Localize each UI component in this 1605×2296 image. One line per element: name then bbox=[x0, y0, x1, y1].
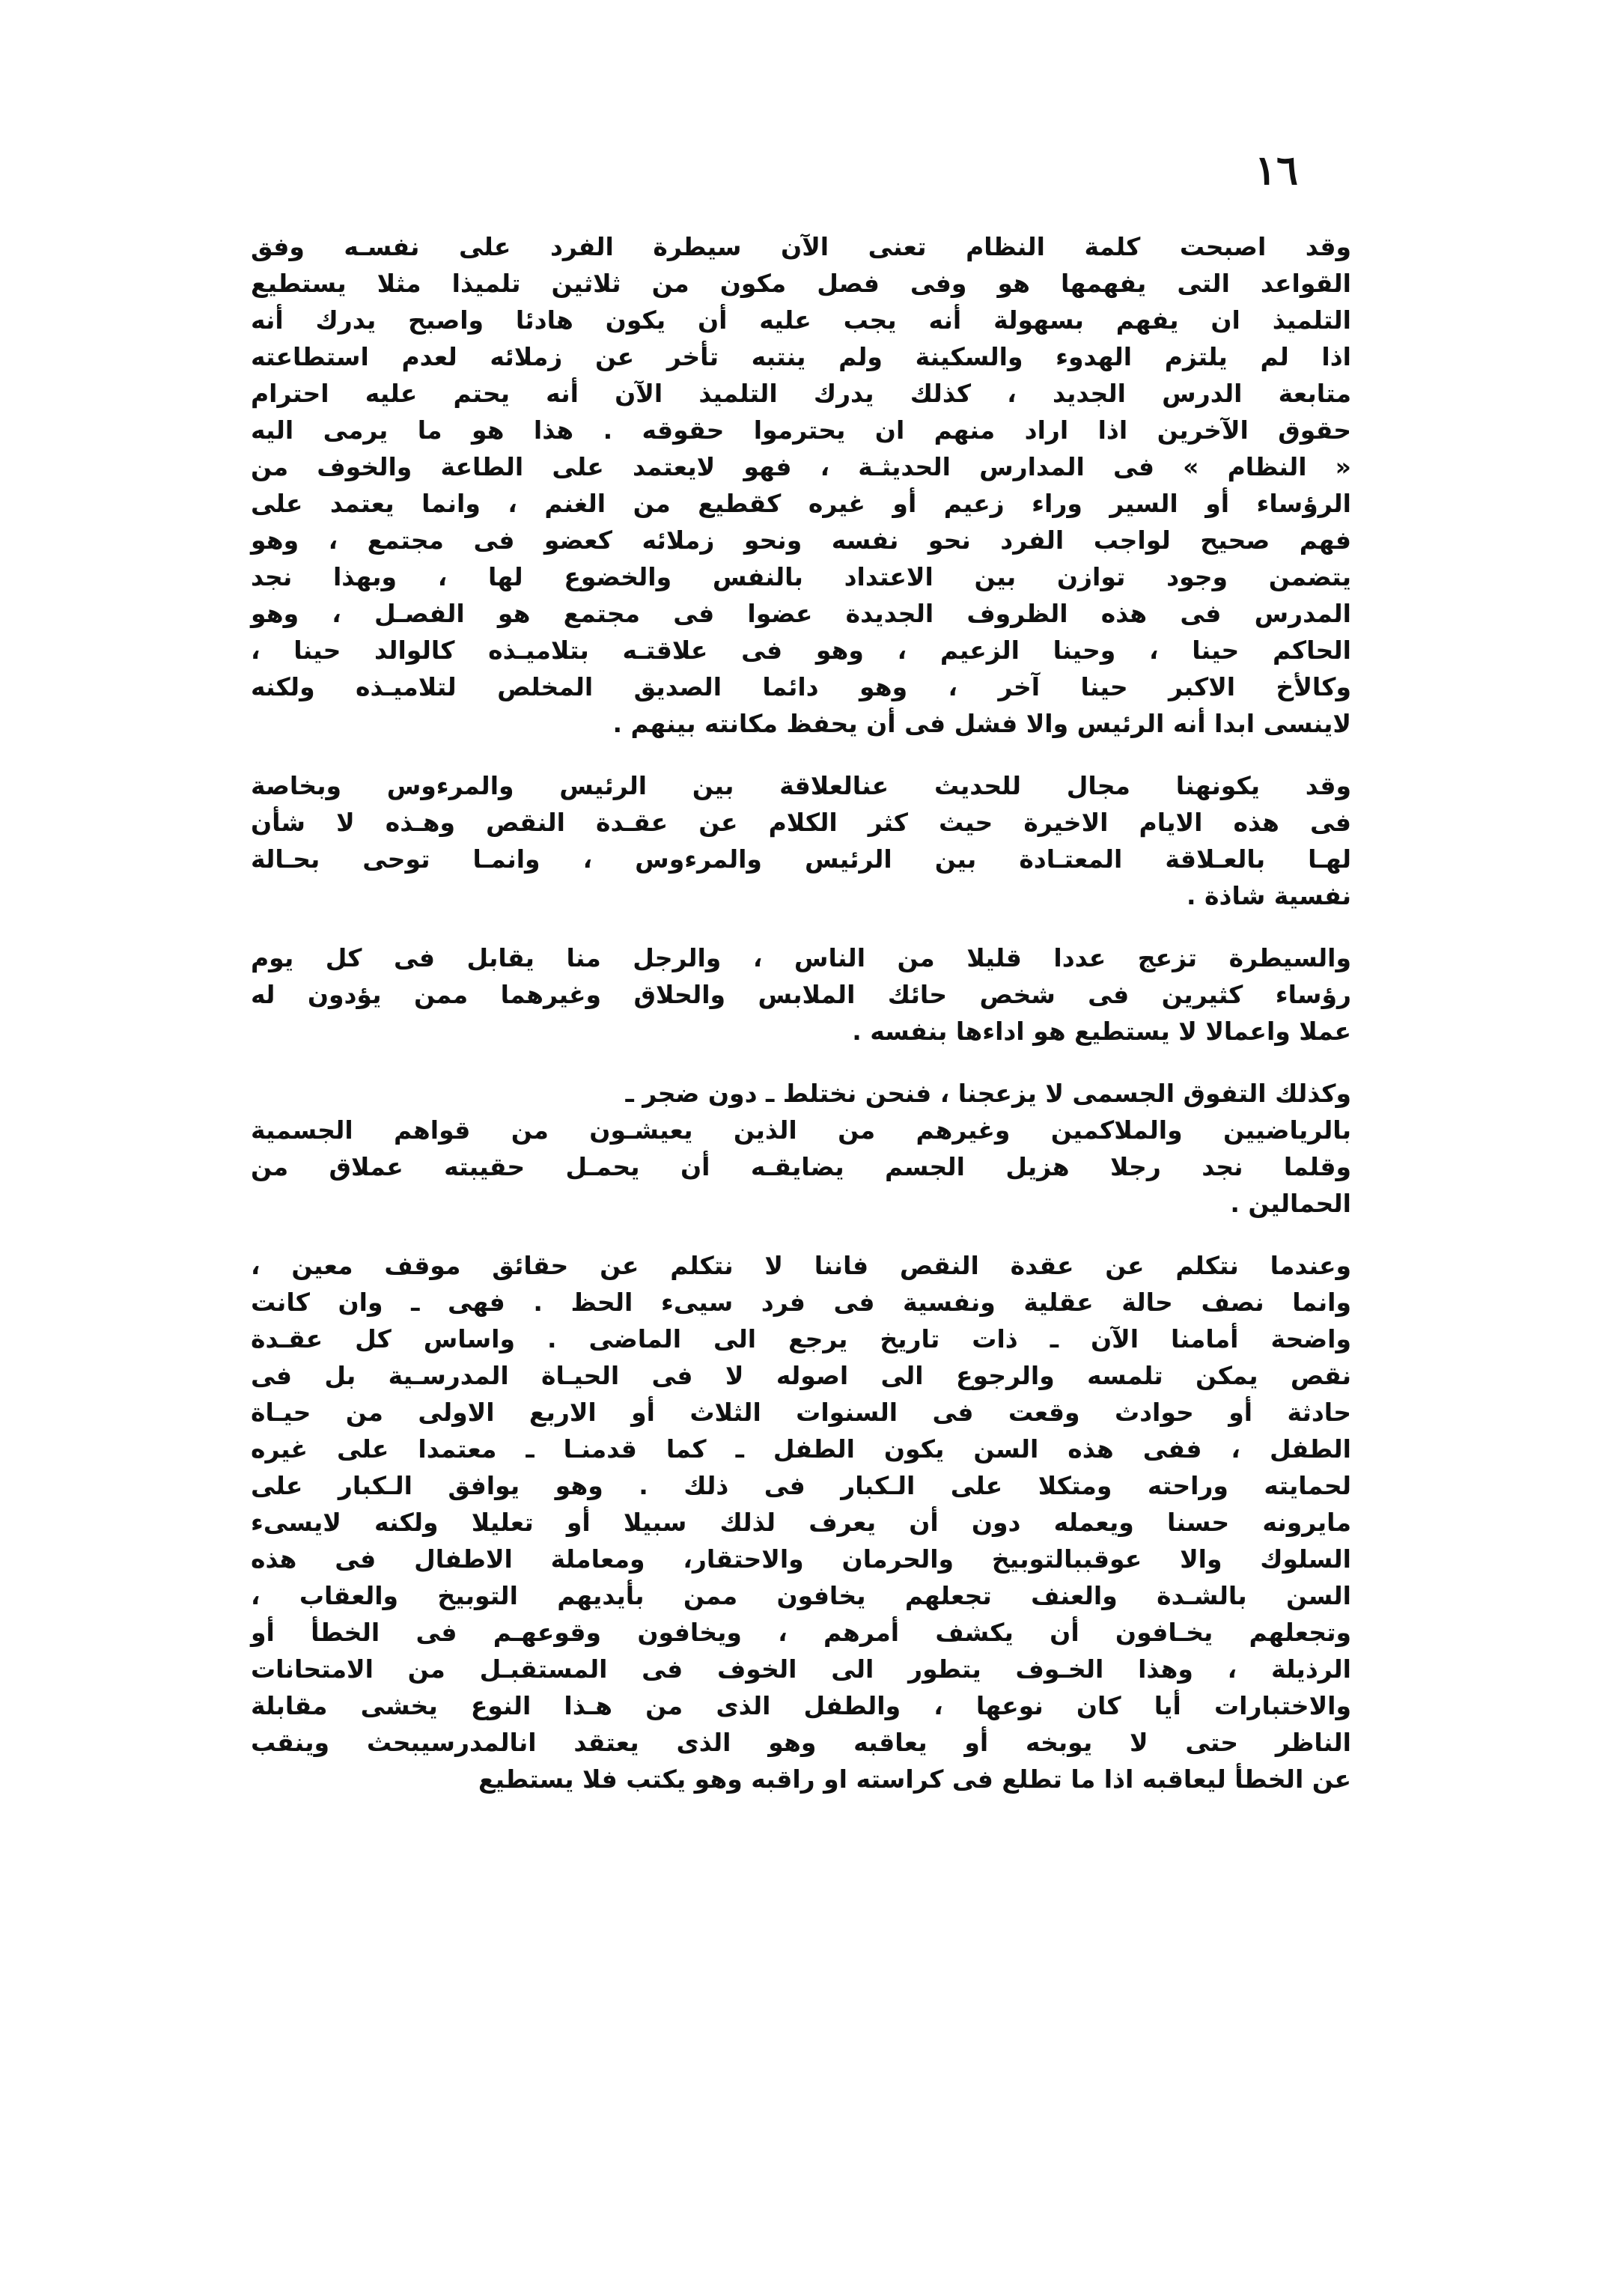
text-line: وقد يكونهنا مجال للحديث عنالعلاقة بين الرئيس والمرءوس وبخاصة bbox=[251, 771, 1351, 800]
text-line: نقص يمكن تلمسه والرجوع الى اصوله لا فى الحيـاة المدرسـية بل فى bbox=[251, 1361, 1351, 1390]
text-line: لحمايته وراحته ومتكلا على الـكبار فى ذلك . وهو يوافق الـكبار على bbox=[251, 1471, 1351, 1500]
text-line: وتجعلهم يخـافون أن يكشف أمرهم ، ويخافون وقوعهـم فى الخطأ أو bbox=[251, 1618, 1351, 1647]
text-line: القواعد التى يفهمها هو وفى فصل مكون من ثلاثين تلميذا مثلا يستطيع bbox=[251, 269, 1351, 298]
text-line: فى هذه الايام الاخيرة حيث كثر الكلام عن عقـدة النقص وهـذه لا شأن bbox=[251, 808, 1351, 837]
text-line: حادثة أو حوادث وقعت فى السنوات الثلاث أو الاربع الاولى من حيـاة bbox=[251, 1398, 1351, 1427]
paragraph bbox=[251, 1075, 1351, 1222]
text-line: المدرس فى هذه الظروف الجديدة عضوا فى مجتمع هو الفصـل ، وهو bbox=[251, 599, 1351, 628]
text-line: لهـا بالعـلاقة المعتـادة بين الرئيس والمرءوس ، وانمـا توحى بحـالة bbox=[251, 844, 1351, 874]
text-line: الطفل ، ففى هذه السن يكون الطفل ـ كما قدمنـا ـ معتمدا على غيره bbox=[251, 1434, 1351, 1464]
text-line: متابعة الدرس الجديد ، كذلك يدرك التلميذ الآن أنه يحتم عليه احترام bbox=[251, 379, 1351, 408]
text-line: وكذلك التفوق الجسمى لا يزعجنا ، فنحن نختلط ـ دون ضجر ـ bbox=[625, 1079, 1351, 1108]
text-line: وعندما نتكلم عن عقدة النقص فاننا لا نتكلم عن حقائق موقف معين ، bbox=[251, 1251, 1351, 1280]
text-line: الناظر حتى لا يوبخه أو يعاقبه وهو الذى يعتقد انالمدرسيبحث وينقب bbox=[251, 1728, 1351, 1757]
text-line: بالرياضيين والملاكمين وغيرهم من الذين يعيشـون من قواهم الجسمية bbox=[251, 1115, 1351, 1145]
paragraph bbox=[251, 1247, 1351, 1797]
page-number: ١٦ bbox=[1254, 146, 1298, 194]
text-line: وقلما نجد رجلا هزيل الجسم يضايقـه أن يحمـل حقيبته عملاق من bbox=[251, 1152, 1351, 1181]
text-line: وكالأخ الاكبر حينا آخر ، وهو دائما الصديق المخلص لتلاميـذه ولكنه bbox=[251, 672, 1351, 701]
text-line: الحمالين . bbox=[1230, 1189, 1351, 1218]
body-text bbox=[251, 228, 1351, 1797]
text-line: فهم صحيح لواجب الفرد نحو نفسه ونحو زملائه كعضو فى مجتمع ، وهو bbox=[251, 526, 1351, 555]
text-line: وانما نصف حالة عقلية ونفسية فى فرد سيىء الحظ . فهى ـ وان كانت bbox=[251, 1288, 1351, 1317]
text-line: والسيطرة تزعج عددا قليلا من الناس ، والرجل منا يقابل فى كل يوم bbox=[251, 943, 1351, 972]
text-line: نفسية شاذة . bbox=[1187, 881, 1351, 910]
text-line: السن بالشـدة والعنف تجعلهم يخافون ممن بأيديهم التوبيخ والعقاب ، bbox=[251, 1581, 1351, 1610]
text-line: والاختبارات أيا كان نوعها ، والطفل الذى من هـذا النوع يخشى مقابلة bbox=[251, 1691, 1351, 1720]
text-line: « النظام » فى المدارس الحديثـة ، فهو لايعتمد على الطاعة والخوف من bbox=[251, 452, 1351, 481]
text-line: مايرونه حسنا ويعمله دون أن يعرف لذلك سبيلا أو تعليلا ولكنه لايسىء bbox=[251, 1508, 1351, 1537]
text-line: وقد اصبحت كلمة النظام تعنى الآن سيطرة الفرد على نفسـه وفق bbox=[251, 232, 1351, 261]
text-line: اذا لم يلتزم الهدوء والسكينة ولم ينتبه تأخر عن زملائه لعدم استطاعته bbox=[251, 342, 1351, 371]
text-line: الرذيلة ، وهذا الخـوف يتطور الى الخوف فى المستقبـل من الامتحانات bbox=[251, 1654, 1351, 1684]
text-line: رؤساء كثيرين فى شخص حائك الملابس والحلاق وغيرهما ممن يؤدون له bbox=[251, 980, 1351, 1009]
paragraph bbox=[251, 228, 1351, 742]
text-line: الرؤساء أو السير وراء زعيم أو غيره كقطيع من الغنم ، وانما يعتمد على bbox=[251, 489, 1351, 518]
paragraph bbox=[251, 767, 1351, 914]
text-line: الحاكم حينا ، وحينا الزعيم ، وهو فى علاقتـه بتلاميـذه كالوالد حينا ، bbox=[251, 636, 1351, 665]
text-line: واضحة أمامنا الآن ـ ذات تاريخ يرجع الى الماضى . واساس كل عقـدة bbox=[251, 1324, 1351, 1353]
text-line: عملا واعمالا لا يستطيع هو اداءها بنفسه . bbox=[852, 1017, 1351, 1046]
text-line: السلوك والا عوقببالتوبيخ والحرمان والاحتقار، ومعاملة الاطفال فى هذه bbox=[251, 1544, 1351, 1574]
text-line: التلميذ ان يفهم بسهولة أنه يجب عليه أن يكون هادئا واصبح يدرك أنه bbox=[251, 305, 1351, 335]
paragraph bbox=[251, 940, 1351, 1050]
text-line: حقوق الآخرين اذا اراد منهم ان يحترموا حقوقه . هذا هو ما يرمى اليه bbox=[251, 415, 1351, 445]
text-line: عن الخطأ ليعاقبه اذا ما تطلع فى كراسته او راقبه وهو يكتب فلا يستطيع bbox=[478, 1764, 1351, 1794]
text-line: لاينسى ابدا أنه الرئيس والا فشل فى أن يحفظ مكانته بينهم . bbox=[612, 709, 1351, 738]
text-line: يتضمن وجود توازن بين الاعتداد بالنفس والخضوع لها ، وبهذا نجد bbox=[251, 562, 1351, 591]
